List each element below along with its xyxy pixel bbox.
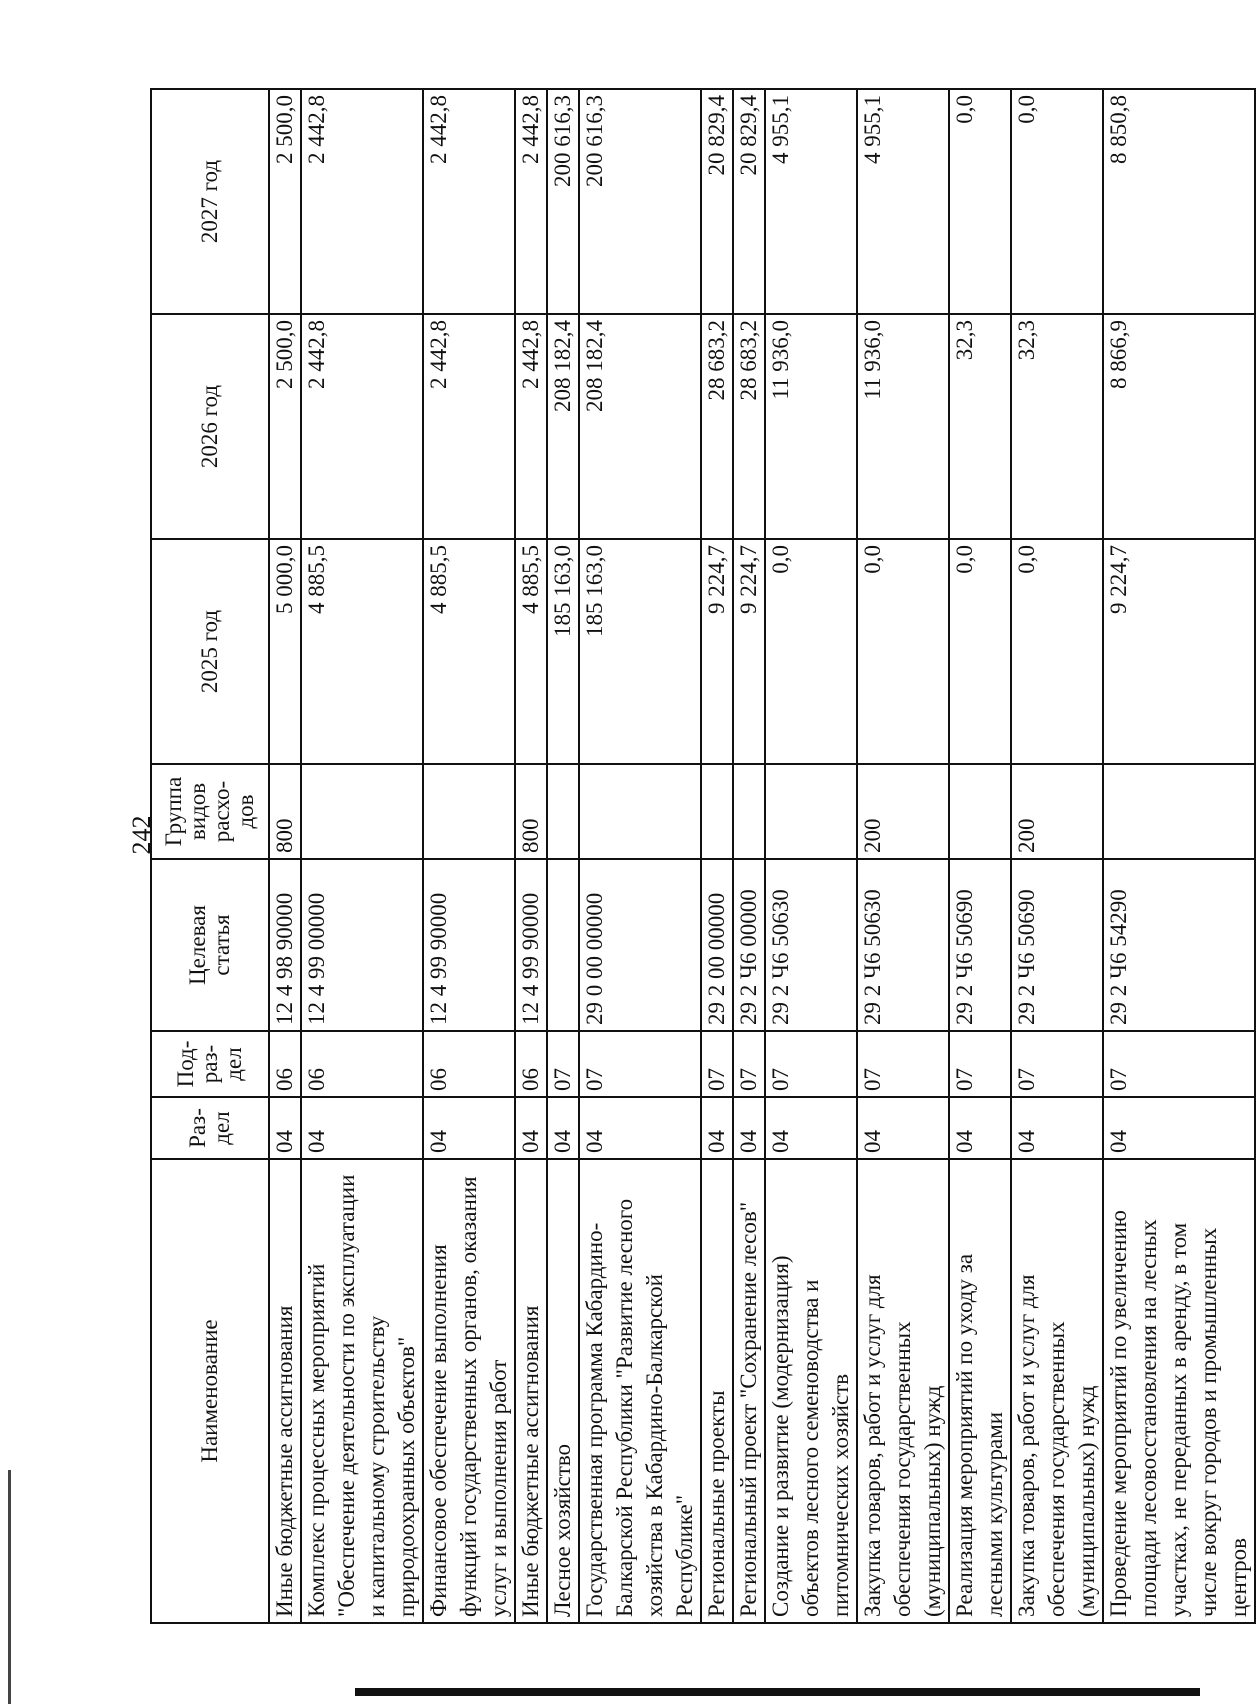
cell-name: Региональный проект "Сохранение лесов" <box>733 1159 765 1623</box>
cell-razdel: 04 <box>579 1097 701 1159</box>
cell-name: Комплекс процессных мероприятий "Обеспечение деятельности по эксплуатации и капитальному строительству природоохранных объектов" <box>301 1159 423 1623</box>
table-row <box>765 89 857 1623</box>
cell-year-2025: 185 163,0 <box>579 539 701 764</box>
cell-year-2025: 5 000,0 <box>269 539 301 764</box>
cell-name: Создание и развитие (модернизация) объектов лесного семеноводства и питомнических хозяйств <box>765 1159 857 1623</box>
header-podrazdel: Под- раз- дел <box>151 1031 269 1097</box>
cell-name: Финансовое обеспечение выполнения функций государственных органов, оказания услуг и выполнения работ <box>423 1159 515 1623</box>
cell-gruppa: 800 <box>269 764 301 859</box>
cell-year-2025: 0,0 <box>949 539 1011 764</box>
cell-year-2027: 2 500,0 <box>269 89 301 314</box>
cell-razdel: 04 <box>949 1097 1011 1159</box>
table-row <box>1103 89 1255 1623</box>
cell-gruppa <box>301 764 423 859</box>
cell-year-2025: 9 224,7 <box>1103 539 1255 764</box>
cell-year-2027: 8 850,8 <box>1103 89 1255 314</box>
cell-gruppa <box>423 764 515 859</box>
cell-razdel: 04 <box>857 1097 949 1159</box>
cell-razdel: 04 <box>1103 1097 1255 1159</box>
bottom-rule <box>355 1688 1200 1696</box>
cell-gruppa <box>949 764 1011 859</box>
cell-statya: 12 4 98 90000 <box>269 859 301 1031</box>
cell-razdel: 04 <box>765 1097 857 1159</box>
cell-statya: 29 2 Ч6 50630 <box>857 859 949 1031</box>
cell-name: Проведение мероприятий по увеличению площади лесовосстановления на лесных участках, не переданных в аренду, в том числе вокруг городов и промышленных центров <box>1103 1159 1255 1623</box>
cell-year-2027: 0,0 <box>949 89 1011 314</box>
left-edge-rule <box>8 1470 11 1704</box>
table-row <box>1011 89 1103 1623</box>
cell-name: Региональные проекты <box>701 1159 733 1623</box>
table-row <box>547 89 579 1623</box>
cell-year-2027: 2 442,8 <box>301 89 423 314</box>
cell-year-2027: 4 955,1 <box>765 89 857 314</box>
cell-podrazdel: 07 <box>1011 1031 1103 1097</box>
cell-year-2025: 4 885,5 <box>515 539 547 764</box>
cell-year-2026: 11 936,0 <box>857 314 949 539</box>
cell-year-2027: 4 955,1 <box>857 89 949 314</box>
header-year-2027: 2027 год <box>151 89 269 314</box>
cell-gruppa <box>579 764 701 859</box>
table-row <box>269 89 301 1623</box>
cell-statya: 29 2 Ч6 50690 <box>1011 859 1103 1031</box>
cell-razdel: 04 <box>301 1097 423 1159</box>
cell-year-2026: 32,3 <box>1011 314 1103 539</box>
table-row <box>423 89 515 1623</box>
cell-podrazdel: 07 <box>701 1031 733 1097</box>
cell-name: Лесное хозяйство <box>547 1159 579 1623</box>
cell-podrazdel: 07 <box>765 1031 857 1097</box>
cell-year-2027: 20 829,4 <box>733 89 765 314</box>
cell-gruppa <box>765 764 857 859</box>
cell-year-2026: 2 442,8 <box>515 314 547 539</box>
cell-statya: 12 4 99 00000 <box>301 859 423 1031</box>
cell-statya: 29 2 Ч6 50690 <box>949 859 1011 1031</box>
header-year-2025: 2025 год <box>151 539 269 764</box>
cell-podrazdel: 06 <box>423 1031 515 1097</box>
cell-podrazdel: 07 <box>579 1031 701 1097</box>
cell-year-2026: 2 442,8 <box>423 314 515 539</box>
cell-podrazdel: 06 <box>515 1031 547 1097</box>
table-row <box>857 89 949 1623</box>
cell-podrazdel: 07 <box>857 1031 949 1097</box>
cell-year-2026: 208 182,4 <box>579 314 701 539</box>
cell-razdel: 04 <box>515 1097 547 1159</box>
cell-statya: 29 2 Ч6 54290 <box>1103 859 1255 1031</box>
cell-name: Государственная программа Кабардино-Балкарской Республики "Развитие лесного хозяйства в Кабардино-Балкарской Республике" <box>579 1159 701 1623</box>
cell-name: Иные бюджетные ассигнования <box>269 1159 301 1623</box>
page-number: 242 <box>127 815 156 855</box>
cell-gruppa: 200 <box>1011 764 1103 859</box>
cell-razdel: 04 <box>269 1097 301 1159</box>
cell-year-2026: 208 182,4 <box>547 314 579 539</box>
cell-year-2026: 8 866,9 <box>1103 314 1255 539</box>
rotated-table-container <box>150 90 1251 1624</box>
cell-year-2025: 9 224,7 <box>701 539 733 764</box>
cell-name: Иные бюджетные ассигнования <box>515 1159 547 1623</box>
cell-year-2027: 20 829,4 <box>701 89 733 314</box>
table-row <box>579 89 701 1623</box>
cell-year-2026: 2 442,8 <box>301 314 423 539</box>
header-name: Наименование <box>151 1159 269 1623</box>
cell-year-2025: 185 163,0 <box>547 539 579 764</box>
cell-name: Закупка товаров, работ и услуг для обеспечения государственных (муниципальных) нужд <box>1011 1159 1103 1623</box>
header-year-2026: 2026 год <box>151 314 269 539</box>
cell-razdel: 04 <box>701 1097 733 1159</box>
table-row <box>949 89 1011 1623</box>
cell-year-2025: 0,0 <box>1011 539 1103 764</box>
cell-year-2026: 28 683,2 <box>701 314 733 539</box>
cell-year-2026: 28 683,2 <box>733 314 765 539</box>
cell-year-2027: 2 442,8 <box>423 89 515 314</box>
cell-statya: 29 2 Ч6 50630 <box>765 859 857 1031</box>
cell-gruppa <box>733 764 765 859</box>
table-header-row <box>151 89 269 1623</box>
cell-year-2025: 0,0 <box>765 539 857 764</box>
cell-year-2027: 2 442,8 <box>515 89 547 314</box>
cell-year-2025: 4 885,5 <box>423 539 515 764</box>
table-row <box>301 89 423 1623</box>
table-row <box>701 89 733 1623</box>
cell-year-2027: 200 616,3 <box>579 89 701 314</box>
table-row <box>733 89 765 1623</box>
cell-year-2025: 4 885,5 <box>301 539 423 764</box>
cell-statya: 29 2 Ч6 00000 <box>733 859 765 1031</box>
cell-podrazdel: 06 <box>269 1031 301 1097</box>
cell-razdel: 04 <box>733 1097 765 1159</box>
table-row <box>515 89 547 1623</box>
cell-podrazdel: 07 <box>733 1031 765 1097</box>
cell-year-2025: 9 224,7 <box>733 539 765 764</box>
cell-razdel: 04 <box>1011 1097 1103 1159</box>
cell-name: Реализация мероприятий по уходу за лесными культурами <box>949 1159 1011 1623</box>
cell-statya: 29 0 00 00000 <box>579 859 701 1031</box>
cell-name: Закупка товаров, работ и услуг для обеспечения государственных (муниципальных) нужд <box>857 1159 949 1623</box>
header-gruppa: Группа видов расхо- дов <box>151 764 269 859</box>
cell-podrazdel: 07 <box>949 1031 1011 1097</box>
cell-podrazdel: 07 <box>1103 1031 1255 1097</box>
header-statya: Целевая статья <box>151 859 269 1031</box>
cell-statya: 12 4 99 90000 <box>423 859 515 1031</box>
cell-gruppa <box>1103 764 1255 859</box>
cell-statya: 29 2 00 00000 <box>701 859 733 1031</box>
cell-year-2025: 0,0 <box>857 539 949 764</box>
cell-gruppa: 800 <box>515 764 547 859</box>
cell-year-2027: 0,0 <box>1011 89 1103 314</box>
cell-razdel: 04 <box>423 1097 515 1159</box>
cell-year-2026: 11 936,0 <box>765 314 857 539</box>
header-razdel: Раз- дел <box>151 1097 269 1159</box>
cell-statya <box>547 859 579 1031</box>
cell-year-2026: 2 500,0 <box>269 314 301 539</box>
cell-podrazdel: 07 <box>547 1031 579 1097</box>
budget-table <box>150 88 1256 1624</box>
cell-podrazdel: 06 <box>301 1031 423 1097</box>
cell-statya: 12 4 99 90000 <box>515 859 547 1031</box>
cell-razdel: 04 <box>547 1097 579 1159</box>
cell-gruppa <box>547 764 579 859</box>
cell-gruppa: 200 <box>857 764 949 859</box>
cell-year-2027: 200 616,3 <box>547 89 579 314</box>
cell-gruppa <box>701 764 733 859</box>
cell-year-2026: 32,3 <box>949 314 1011 539</box>
